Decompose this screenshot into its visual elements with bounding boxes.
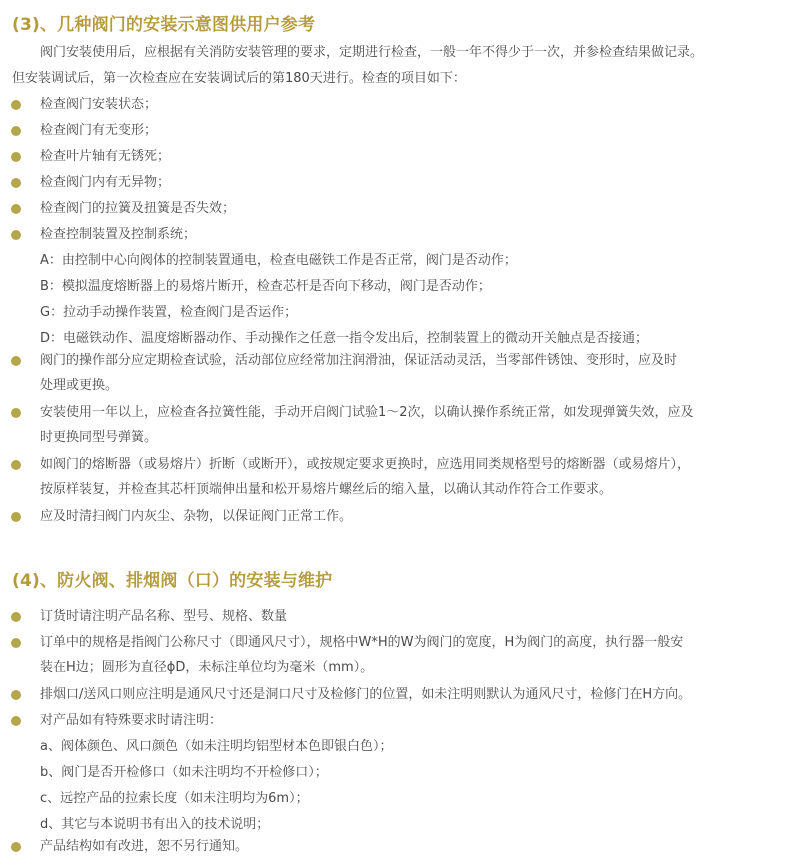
list-item-line-1: 安装使用一年以上，应检查各拉簧性能，手动开启阀门试验1～2次，以确认操作系统正常，如发现弹簧失效，应及	[40, 405, 694, 420]
bullet-dot	[11, 460, 21, 470]
bullet-dot	[11, 408, 21, 418]
list-item-line-2: 装在H边；圆形为直径ϕD，未标注单位均为毫米（mm）。	[40, 660, 374, 675]
sub-item-d: D：电磁铁动作、温度熔断器动作、手动操作之任意一指令发出后，控制装置上的微动开关触点是否接通；	[40, 331, 649, 346]
bullet-dot	[11, 230, 21, 240]
list-item-line-2: 处理或更换。	[40, 378, 119, 393]
list-item-line-1: 订单中的规格是指阀门公称尺寸（即通风尺寸），规格中W*H的W为阀门的宽度，H为阀门的高度，执行器一般安	[40, 635, 684, 650]
bullet-dot	[11, 612, 21, 622]
sub-item-b: b、阀门是否开检修口（如未注明均不开检修口）；	[40, 765, 328, 780]
sub-item-b: B：模拟温度熔断器上的易熔片断开，检查芯杆是否向下移动，阀门是否动作；	[40, 279, 491, 294]
bullet-dot	[11, 356, 21, 366]
list-item: 排烟口/送风口则应注明是通风尺寸还是洞口尺寸及检修门的位置，如未注明则默认为通风尺寸，检修门在H方向。	[40, 687, 692, 702]
bullet-dot	[11, 716, 21, 726]
intro-line-1: 阀门安装使用后，应根据有关消防安装管理的要求，定期进行检查，一般一年不得少于一次，并参检查结果做记录。	[40, 45, 704, 60]
sub-item-c: c、远控产品的拉索长度（如未注明均为6m）；	[40, 791, 309, 806]
intro-line-2: 但安装调试后，第一次检查应在安装调试后的第180天进行。检查的项目如下：	[12, 71, 466, 86]
bullet-dot	[11, 152, 21, 162]
bullet-dot	[11, 204, 21, 214]
list-item: 订货时请注明产品名称、型号、规格、数量	[40, 609, 288, 624]
list-item: 检查阀门内有无异物；	[40, 175, 171, 190]
bullet-dot	[11, 842, 21, 852]
section-3-title: (3)、几种阀门的安装示意图供用户参考	[12, 15, 316, 35]
list-item-line-1: 如阀门的熔断器（或易熔片）折断（或断开），或按规定要求更换时，应选用同类规格型号的熔断器（或易熔片），	[40, 457, 691, 472]
sub-item-a: A：由控制中心向阀体的控制装置通电，检查电磁铁工作是否正常，阀门是否动作；	[40, 253, 517, 268]
list-item-line-1: 阀门的操作部分应定期检查试验，活动部位应经常加注润滑油，保证活动灵活，当零部件锈蚀、变形时，应及时	[40, 353, 678, 368]
list-item: 检查控制装置及控制系统；	[40, 227, 197, 242]
sub-item-d: d、其它与本说明书有出入的技术说明；	[40, 817, 270, 832]
bullet-dot	[11, 126, 21, 136]
list-item: 检查阀门有无变形；	[40, 123, 158, 138]
bullet-dot	[11, 512, 21, 522]
list-item: 应及时清扫阀门内灰尘、杂物，以保证阀门正常工作。	[40, 509, 353, 524]
sub-item-a: a、阀体颜色、风口颜色（如未注明均铝型材本色即银白色）；	[40, 739, 393, 754]
list-item: 产品结构如有改进，恕不另行通知。	[40, 839, 249, 854]
bullet-dot	[11, 690, 21, 700]
list-item-line-2: 按原样装复，并检查其芯杆顶端伸出量和松开易熔片螺丝后的缩入量，以确认其动作符合工作要求。	[40, 482, 613, 497]
sub-item-g: G：拉动手动操作装置，检查阀门是否运作；	[40, 305, 298, 320]
bullet-dot	[11, 100, 21, 110]
bullet-dot	[11, 178, 21, 188]
list-item-line-2: 时更换同型号弹簧。	[40, 430, 158, 445]
list-item: 检查叶片轴有无锈死；	[40, 149, 171, 164]
list-item: 对产品如有特殊要求时请注明：	[40, 713, 223, 728]
list-item: 检查阀门安装状态；	[40, 97, 158, 112]
bullet-dot	[11, 638, 21, 648]
section-4-title: (4)、防火阀、排烟阀（口）的安装与维护	[12, 571, 333, 591]
list-item: 检查阀门的拉簧及扭簧是否失效；	[40, 201, 236, 216]
